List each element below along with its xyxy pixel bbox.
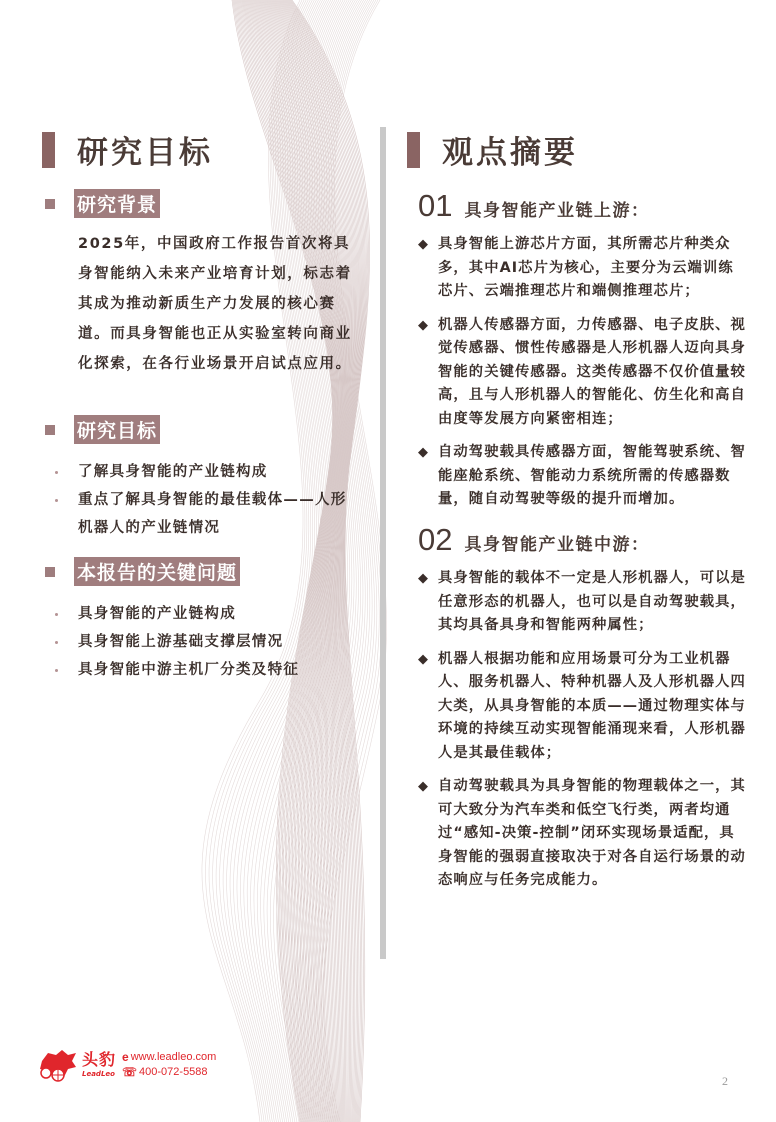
section-background [45,189,353,379]
square-bullet-icon [45,425,55,435]
diamond-bullet-icon: ◆ [418,445,430,460]
list-item: ◆ 自动驾驶载具为具身智能的物理载体之一，其可大致分为汽车类和低空飞行类，两者均通过“感知-决策-控制”闭环实现场景适配，具身智能的强弱直接取决于对各自运行场景的动态响应与任务完成能力。 [418,775,748,893]
list-item: ◆ 机器人根据功能和应用场景可分为工业机器人、服务机器人、特种机器人及人形机器人四大类，从具身智能的本质——通过物理实体与环境的持续互动实现智能涌现来看，人形机器人是其最佳载体； [418,648,748,766]
summary-block-upstream [418,188,748,522]
left-heading-text: 研究目标 [77,135,213,171]
square-bullet-icon [45,199,55,209]
list-item: 了解具身智能的产业链构成 [45,458,353,486]
block-header [418,522,748,558]
list-item: ◆ 具身智能的载体不一定是人形机器人，可以是任意形态的机器人，也可以是自动驾驶载具，其均具备具身和智能两种属性； [418,567,748,638]
dot-bullet-icon [55,641,58,644]
diamond-bullet-icon: ◆ [418,237,430,252]
key-questions-list [45,600,353,684]
block-number: 01 [418,188,453,223]
section-goals [45,415,353,542]
block-number: 02 [418,522,453,557]
block-header [418,188,748,224]
heading-bar [42,132,55,168]
dot-bullet-icon [55,613,58,616]
list-item: 重点了解具身智能的最佳载体——人形机器人的产业链情况 [45,486,353,542]
diamond-bullet-icon: ◆ [418,317,430,333]
contact-info [122,1050,216,1080]
section-label: 研究背景 [74,189,160,218]
goals-list [45,458,353,542]
leopard-logo-icon [38,1047,78,1083]
diamond-bullet-icon: ◆ [418,651,430,667]
upstream-list [418,233,748,512]
list-item: 具身智能的产业链构成 [45,600,353,628]
brand-name-en: LeadLeo [82,1070,115,1078]
diamond-bullet-icon: ◆ [418,571,430,586]
midstream-list [418,567,748,893]
page-number: 2 [722,1074,728,1088]
dot-bullet-icon [55,471,58,474]
column-divider [380,127,386,959]
dot-bullet-icon [55,669,58,672]
section-header [45,557,353,586]
list-item: ◆ 机器人传感器方面，力传感器、电子皮肤、视觉传感器、惯性传感器是人形机器人迈向具身智能的关键传感器。这类传感器不仅价值量较高，且与人形机器人的智能化、仿生化和高自由度等发展方向紧密相连； [418,314,748,432]
dot-bullet-icon [55,499,58,502]
summary-block-midstream [418,522,748,903]
section-header [45,415,353,444]
section-label: 研究目标 [74,415,160,444]
square-bullet-icon [45,567,55,577]
web-icon: e [122,1050,129,1064]
list-item: 具身智能上游基础支撑层情况 [45,628,353,656]
diamond-bullet-icon: ◆ [418,779,430,794]
section-header [45,189,353,218]
left-heading [42,127,213,172]
brand-name [82,1051,116,1079]
list-item: ◆ 自动驾驶载具传感器方面，智能驾驶系统、智能座舱系统、智能动力系统所需的传感器数量，随自动驾驶等级的提升而增加。 [418,441,748,512]
section-label: 本报告的关键问题 [74,557,240,586]
section-key-questions [45,557,353,684]
list-item: ◆ 具身智能上游芯片方面，其所需芯片种类众多，其中AI芯片为核心，主要分为云端训练芯片、云端推理芯片和端侧推理芯片； [418,233,748,304]
phone-icon: ☏ [122,1065,138,1079]
phone-number: 400-072-5588 [139,1066,208,1078]
heading-bar [407,132,420,168]
block-title: 具身智能产业链上游： [464,201,650,221]
footer-brand [38,1047,216,1083]
list-item: 具身智能中游主机厂分类及特征 [45,656,353,684]
block-title: 具身智能产业链中游： [464,535,650,555]
website-link[interactable]: www.leadleo.com [130,1051,217,1063]
background-paragraph: 2025年，中国政府工作报告首次将具身智能纳入未来产业培育计划，标志着其成为推动新质生产力发展的核心赛道。而具身智能也正从实验室转向商业化探索，在各行业场景开启试点应用。 [78,236,352,372]
right-heading-text: 观点摘要 [442,135,578,171]
right-heading [407,127,578,172]
brand-name-cn: 头豹 [82,1050,117,1069]
